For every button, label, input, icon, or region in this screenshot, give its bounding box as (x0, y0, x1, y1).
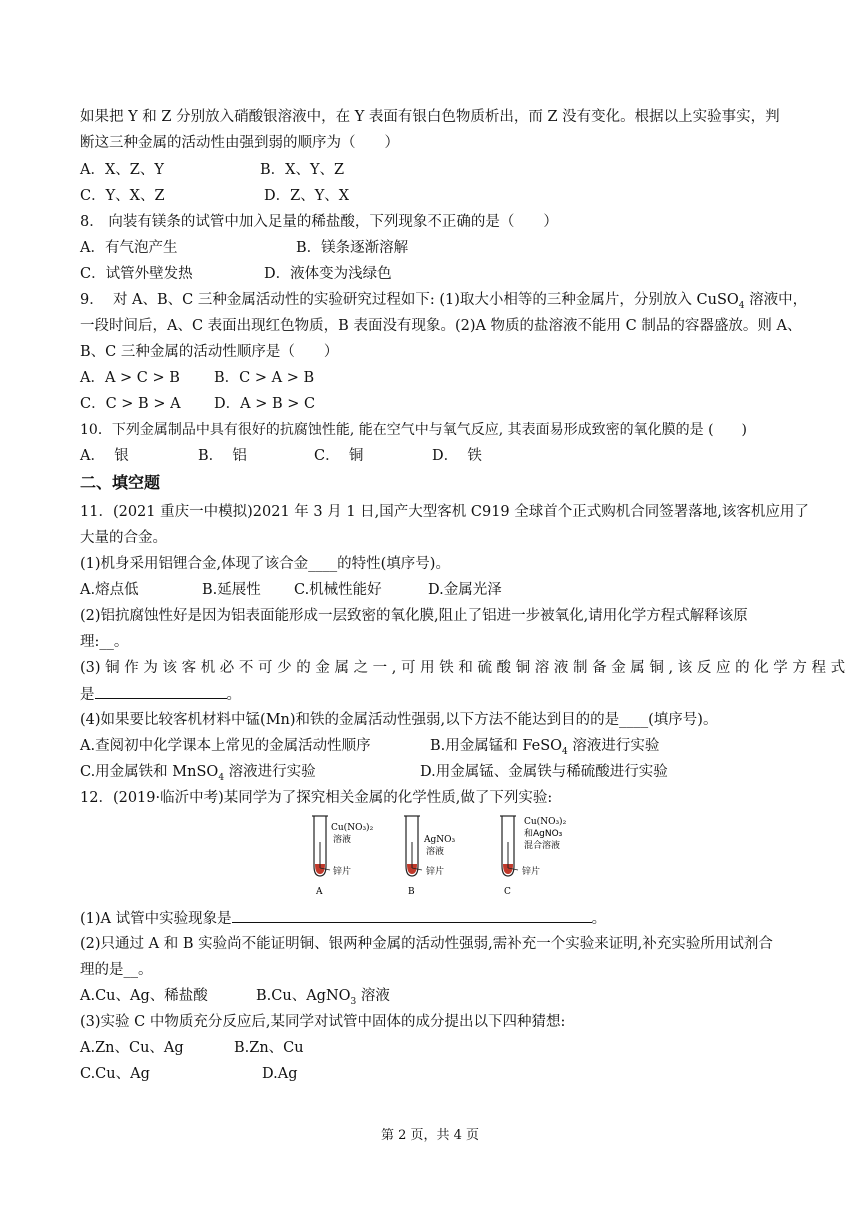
q8-option-b: B．镁条逐渐溶解 (296, 240, 409, 256)
q12-part3-option-c: C.Cu、Ag (80, 1066, 150, 1082)
test-tube-c (500, 816, 567, 897)
tube-a-zinc-label: 锌片 (333, 867, 352, 877)
q11-part1-option-a: A.熔点低 (80, 582, 139, 598)
q11-part4-option-b: B.用金属锰和 FeSO$_4$ 溶液进行实验 (430, 738, 660, 757)
q11-part4: (4)如果要比较客机材料中锰(Mn)和铁的金属活动性强弱,以下方法不能达到目的的是____(填序号)。 (80, 712, 718, 728)
q12-part3-option-b: B.Zn、Cu (234, 1040, 304, 1056)
answer-blank (95, 684, 227, 699)
q12-part3-option-a: A.Zn、Cu、Ag (80, 1040, 184, 1056)
q10-option-c: C． 铜 (314, 448, 364, 464)
q8-option-a: A．有气泡产生 (80, 240, 178, 256)
q12-part2-line2: 理的是__。 (80, 962, 153, 978)
q12-part1: (1)A 试管中实验现象是 。 (80, 908, 606, 929)
q11-line1: 11．(2021 重庆一中模拟)2021 年 3 月 1 日,国产大型客机 C919 全球首个正式购机合同签署落地,该客机应用了 (80, 504, 809, 520)
tube-c-label-3: 混合溶液 (524, 841, 561, 851)
tube-c-zinc-label: 锌片 (522, 867, 541, 877)
q11-part1-option-b: B.延展性 (202, 582, 261, 598)
q11-part4-option-d: D.用金属锰、金属铁与稀硫酸进行实验 (420, 764, 668, 780)
q11-part2-line1: (2)铝抗腐蚀性好是因为铝表面能形成一层致密的氧化膜,阻止了铝进一步被氧化,请用化学方程式解释该原 (80, 608, 748, 624)
q11-part4-option-c: C.用金属铁和 MnSO$_4$ 溶液进行实验 (80, 764, 316, 783)
q9-option-c: C．C > B > A (80, 396, 181, 412)
q7-option-a: A．X、Z、Y (80, 162, 164, 178)
answer-blank (232, 908, 592, 923)
q9-line2: 一段时间后，A、C 表面出现红色物质，B 表面没有现象。(2)A 物质的盐溶液不能用 C 制品的容器盛放。则 A、 (80, 318, 802, 334)
q9-line3: B、C 三种金属的活动性顺序是（ ） (80, 344, 339, 360)
q11-part2-line2: 理:__。 (80, 634, 129, 650)
q10-option-a: A． 银 (80, 448, 129, 464)
q9-option-a: A．A > C > B (80, 370, 180, 386)
q10-stem: 10．下列金属制品中具有很好的抗腐蚀性能, 能在空气中与氧气反应, 其表面易形成致密的氧化膜的是 ( ) (80, 422, 747, 438)
tube-c-letter: C (504, 887, 511, 897)
q7-option-c: C．Y、X、Z (80, 188, 165, 204)
q12-part2-line1: (2)只通过 A 和 B 实验尚不能证明铜、银两种金属的活动性强弱,需补充一个实验来证明,补充实验所用试剂合 (80, 936, 773, 952)
q12-part2-option-b: B.Cu、AgNO$_3$ 溶液 (256, 988, 390, 1007)
test-tube-a (312, 816, 374, 897)
page-footer: 第 2 页，共 4 页 (380, 1128, 480, 1143)
q11-part3-line1: (3) 铜 作 为 该 客 机 必 不 可 少 的 金 属 之 一 , 可 用 铁 和 硫 酸 铜 溶 液 制 备 金 属 铜 , 该 反 应 的 化 学 方 程 式 (80, 660, 846, 676)
q11-line2: 大量的合金。 (80, 530, 167, 546)
section-heading-fill-in: 二、填空题 (80, 473, 161, 492)
tube-a-label-2: 溶液 (333, 835, 352, 845)
q11-part1-option-c: C.机械性能好 (294, 582, 382, 598)
q12-stem: 12．(2019·临沂中考)某同学为了探究相关金属的化学性质,做了下列实验: (80, 790, 553, 806)
tube-a-letter: A (316, 887, 323, 897)
q9-option-d: D．A > B > C (214, 396, 316, 412)
q8-stem: 8． 向装有镁条的试管中加入足量的稀盐酸，下列现象不正确的是（ ） (80, 214, 558, 230)
q12-part2-option-a: A.Cu、Ag、稀盐酸 (80, 988, 208, 1004)
q7-option-d: D．Z、Y、X (264, 188, 350, 204)
tube-b-zinc-label: 锌片 (426, 867, 445, 877)
q10-option-d: D． 铁 (432, 448, 482, 464)
q9-option-b: B．C > A > B (214, 370, 315, 386)
tube-a-label-1: Cu(NO₃)₂ (331, 823, 374, 833)
tube-b-letter: B (408, 887, 415, 897)
q11-part1-option-d: D.金属光泽 (428, 582, 502, 598)
q7-line1: 如果把 Y 和 Z 分别放入硝酸银溶液中，在 Y 表面有银白色物质析出，而 Z 没有变化。根据以上实验事实，判 (80, 109, 780, 125)
q7-line2: 断这三种金属的活动性由强到弱的顺序为（ ） (80, 135, 399, 151)
q8-option-d: D．液体变为浅绿色 (264, 266, 392, 282)
tube-b-label-2: 溶液 (426, 847, 445, 857)
test-tube-b (404, 816, 456, 897)
q12-part3: (3)实验 C 中物质充分反应后,某同学对试管中固体的成分提出以下四种猜想: (80, 1014, 566, 1030)
q11-part3-line2: 是 。 (80, 684, 241, 705)
tube-c-label-1: Cu(NO₃)₂ (524, 817, 567, 827)
q11-part4-option-a: A.查阅初中化学课本上常见的金属活动性顺序 (80, 738, 371, 754)
q11-part1: (1)机身采用铝锂合金,体现了该合金____的特性(填序号)。 (80, 556, 450, 572)
test-tube-figure (300, 812, 600, 902)
tube-c-label-2: 和AgNO₃ (524, 829, 563, 839)
q10-option-b: B． 铝 (198, 448, 247, 464)
q7-option-b: B．X、Y、Z (260, 162, 345, 178)
q12-part3-option-d: D.Ag (262, 1066, 298, 1082)
tube-b-label-1: AgNO₃ (424, 835, 456, 845)
q8-option-c: C．试管外壁发热 (80, 266, 193, 282)
q9-line1: 9． 对 A、B、C 三种金属活动性的实验研究过程如下: (1)取大小相等的三种金属片，分别放入 CuSO$_4$ 溶液中， (80, 292, 808, 311)
